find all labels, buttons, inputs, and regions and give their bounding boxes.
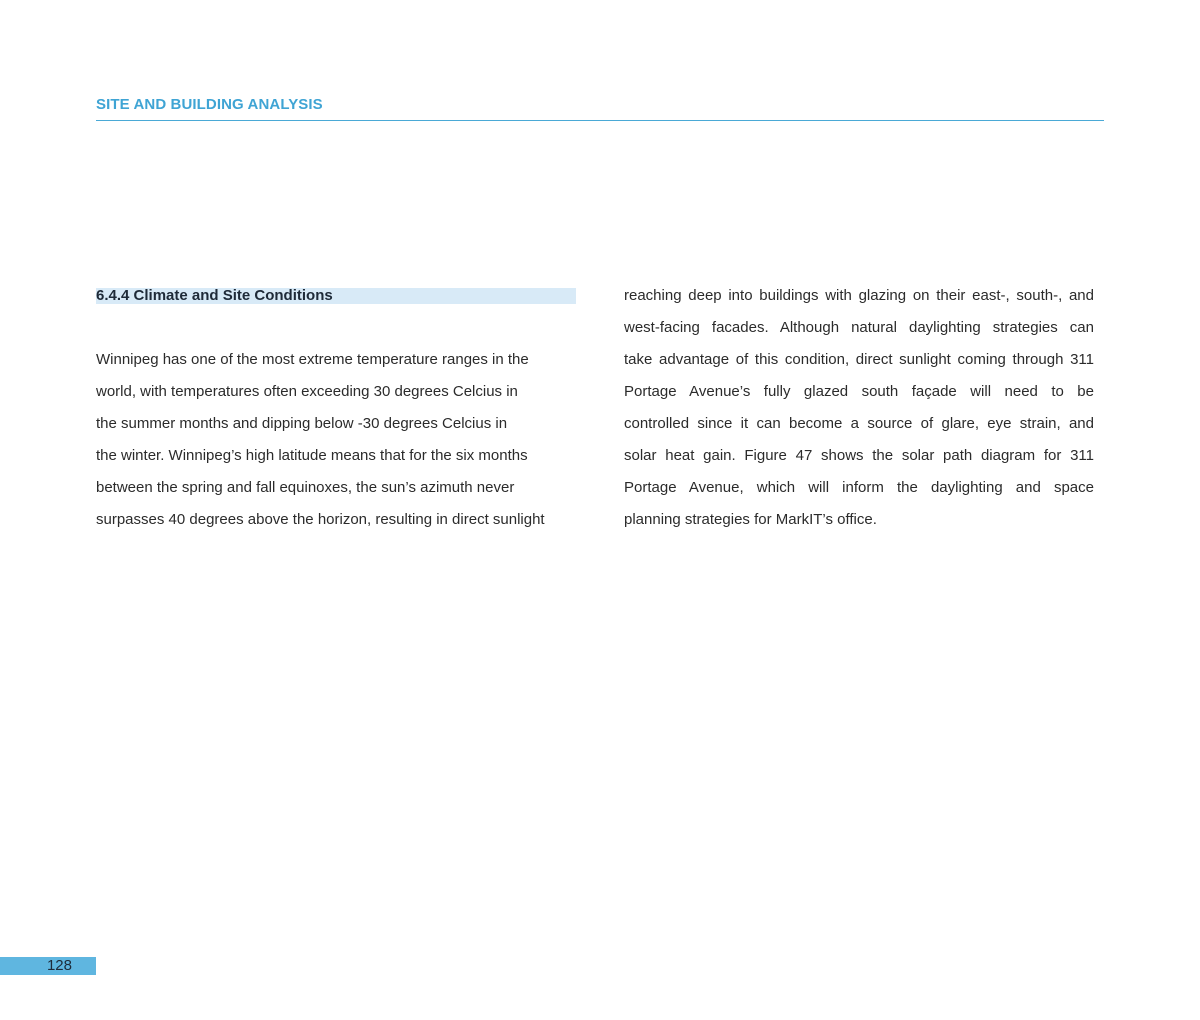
running-header — [96, 95, 1104, 121]
text-line: solar heat gain. Figure 47 shows the solar path diagram for 311 — [624, 447, 1094, 464]
page-number-tab — [0, 957, 96, 975]
page-number: 128 — [46, 957, 72, 974]
text-line: Portage Avenue’s fully glazed south façade will need to be — [624, 383, 1094, 400]
text-line: world, with temperatures often exceeding 30 degrees Celcius in — [96, 383, 518, 400]
text-line: the summer months and dipping below -30 degrees Celcius in — [96, 415, 508, 432]
text-line: Portage Avenue, which will inform the daylighting and space — [624, 479, 1094, 496]
text-line: planning strategies for MarkIT’s office. — [624, 511, 877, 528]
text-line: west-facing facades. Although natural daylighting strategies can — [624, 319, 1094, 336]
text-line: between the spring and fall equinoxes, the sun’s azimuth never — [96, 479, 515, 496]
text-line: take advantage of this condition, direct sunlight coming through 311 — [624, 351, 1094, 368]
text-line: reaching deep into buildings with glazing on their east-, south-, and — [624, 287, 1094, 304]
right-column — [624, 280, 1094, 536]
running-header-title: SITE AND BUILDING ANALYSIS — [96, 96, 323, 113]
body-text-right — [624, 280, 1094, 536]
text-line: the winter. Winnipeg’s high latitude means that for the six months — [96, 447, 528, 464]
text-line: surpasses 40 degrees above the horizon, resulting in direct sunlight — [96, 511, 545, 528]
text-line: Winnipeg has one of the most extreme temperature ranges in the — [96, 351, 529, 368]
section-heading: 6.4.4 Climate and Site Conditions — [96, 288, 576, 304]
left-column — [96, 280, 576, 536]
text-line: controlled since it can become a source of glare, eye strain, and — [624, 415, 1094, 432]
body-text-left — [96, 344, 576, 536]
